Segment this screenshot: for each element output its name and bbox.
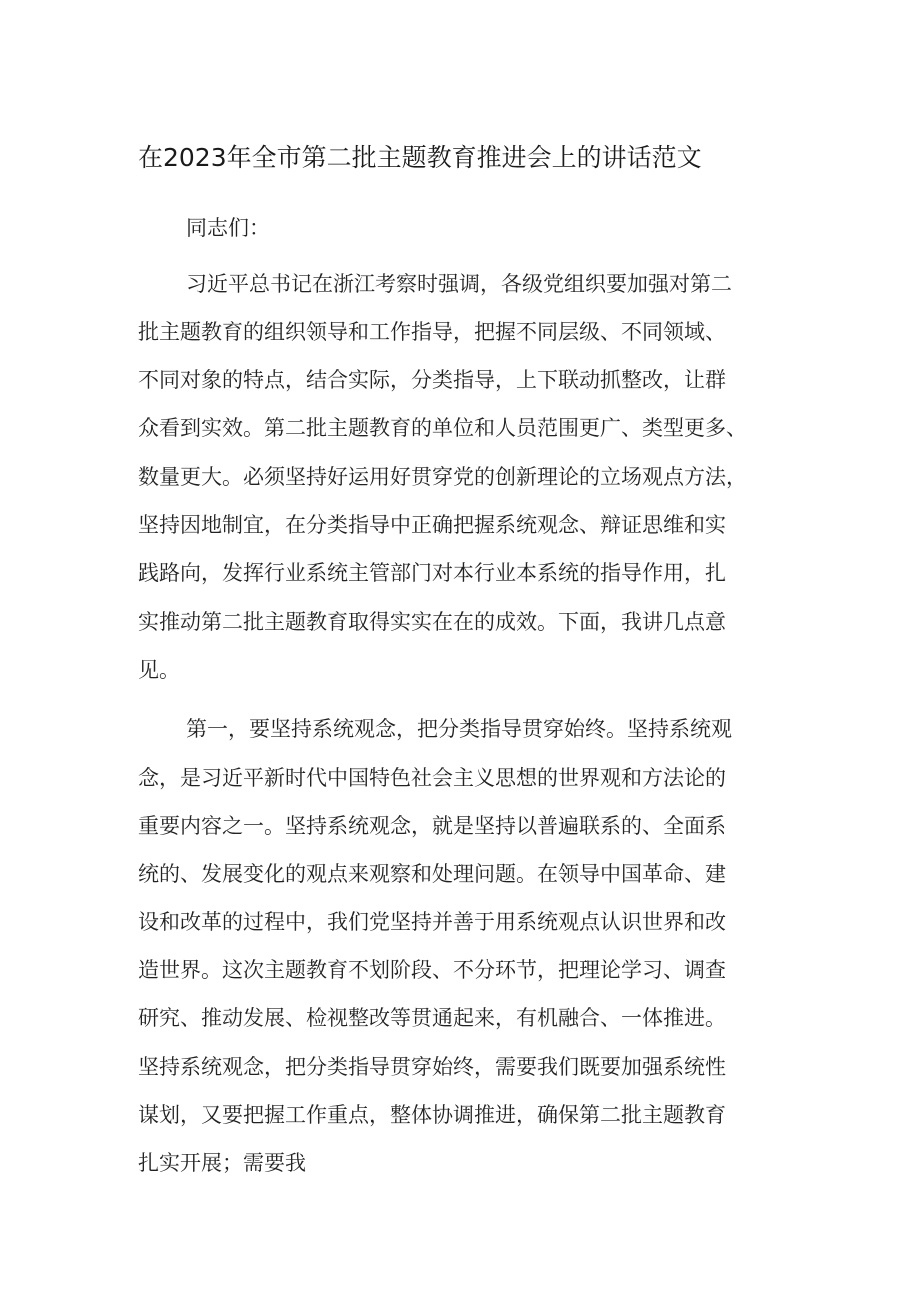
paragraph-2-line: 念，是习近平新时代中国特色社会主义思想的世界观和方法论的 — [138, 766, 726, 790]
document-title: 在2023年全市第二批主题教育推进会上的讲话范文 — [138, 143, 702, 172]
paragraph-2-line: 设和改革的过程中，我们党坚持并善于用系统观点认识世界和改 — [138, 910, 726, 934]
paragraph-1-line: 习近平总书记在浙江考察时强调，各级党组织要加强对第二 — [186, 272, 732, 296]
paragraph-1-line: 众看到实效。第二批主题教育的单位和人员范围更广、类型更多、 — [138, 416, 747, 440]
paragraph-2-line: 坚持系统观念，把分类指导贯穿始终，需要我们既要加强系统性 — [138, 1055, 726, 1079]
paragraph-1-line: 实推动第二批主题教育取得实实在在的成效。下面，我讲几点意 — [138, 610, 726, 634]
paragraph-1-line: 坚持因地制宜，在分类指导中正确把握系统观念、辩证思维和实 — [138, 513, 726, 537]
paragraph-1-line: 不同对象的特点，结合实际，分类指导，上下联动抓整改，让群 — [138, 368, 726, 392]
paragraph-1-line: 批主题教育的组织领导和工作指导，把握不同层级、不同领域、 — [138, 320, 726, 344]
paragraph-2-line: 谋划，又要把握工作重点，整体协调推进，确保第二批主题教育 — [138, 1103, 726, 1127]
paragraph-1-line: 见。 — [138, 658, 180, 682]
paragraph-2-line: 第一，要坚持系统观念，把分类指导贯穿始终。坚持系统观 — [186, 717, 732, 741]
paragraph-2-line: 研究、推动发展、检视整改等贯通起来，有机融合、一体推进。 — [138, 1006, 726, 1030]
paragraph-2-line: 统的、发展变化的观点来观察和处理问题。在领导中国革命、建 — [138, 862, 726, 886]
paragraph-2-line: 重要内容之一。坚持系统观念，就是坚持以普遍联系的、全面系 — [138, 814, 726, 838]
paragraph-1-line: 数量更大。必须坚持好运用好贯穿党的创新理论的立场观点方法， — [138, 465, 747, 489]
paragraph-2-line: 扎实开展；需要我 — [138, 1151, 306, 1175]
paragraph-1-line: 践路向，发挥行业系统主管部门对本行业本系统的指导作用，扎 — [138, 561, 726, 585]
salutation: 同志们： — [186, 216, 270, 240]
paragraph-2-line: 造世界。这次主题教育不划阶段、不分环节，把理论学习、调查 — [138, 958, 726, 982]
